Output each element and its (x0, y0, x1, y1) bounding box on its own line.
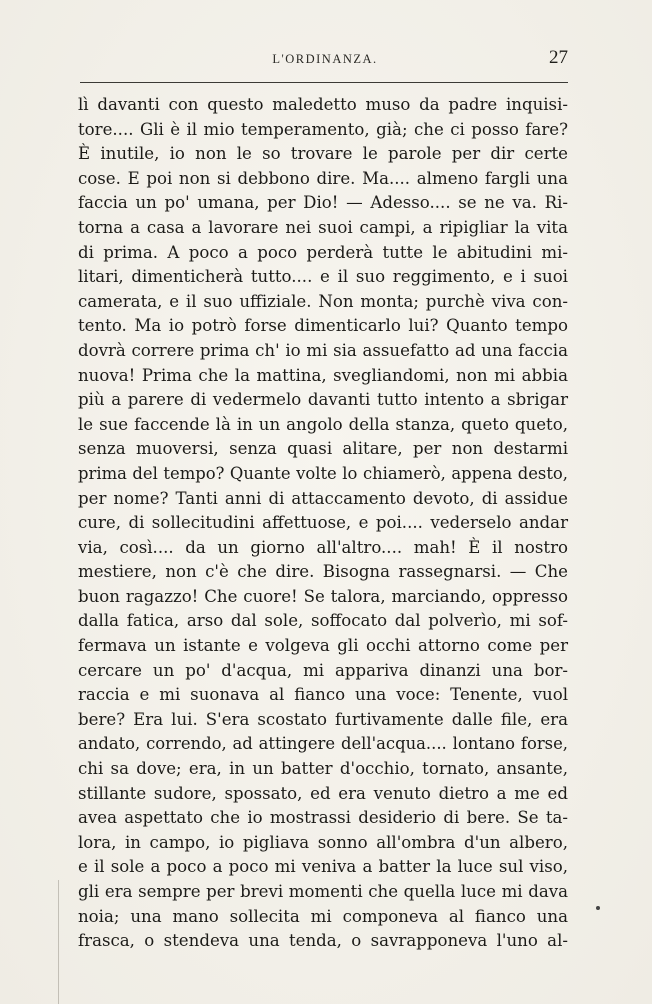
text-line: litari, dimenticherà tutto.... e il suo reggimento, e i suoi (78, 267, 568, 287)
text-line: cercare un po' d'acqua, mi appariva dinanzi una bor- (78, 660, 568, 680)
text-line: avea aspettato che io mostrassi desiderio di bere. Se ta- (78, 808, 568, 828)
page-number: 27 (549, 47, 568, 68)
text-line: prima del tempo? Quante volte lo chiamerò, appena desto, (78, 463, 568, 483)
text-line: È inutile, io non le so trovare le parole per dir certe (78, 144, 568, 164)
text-line: nuova! Prima che la mattina, svegliandomi, non mi abbia (78, 365, 568, 385)
text-line: andato, correndo, ad attingere dell'acqua.... lontano forse, (78, 734, 568, 754)
text-line: torna a casa a lavorare nei suoi campi, a ripigliar la vita (78, 217, 568, 237)
body-text (78, 93, 568, 954)
text-line: raccia e mi suonava al fianco una voce: Tenente, vuol (78, 685, 568, 705)
text-line: tore.... Gli è il mio temperamento, già; che ci posso fare? (78, 119, 568, 139)
text-line: dovrà correre prima ch' io mi sia assuefatto ad una faccia (78, 340, 568, 360)
header-rule (80, 82, 568, 83)
text-line: via, così.... da un giorno all'altro.... mah! È il nostro (78, 537, 568, 557)
text-line: faccia un po' umana, per Dio! — Adesso.... se ne va. Ri- (78, 193, 568, 213)
page-header (78, 44, 572, 78)
text-line: tento. Ma io potrò forse dimenticarlo lui? Quanto tempo (78, 316, 568, 336)
text-line: cose. E poi non si debbono dire. Ma.... almeno fargli una (78, 168, 568, 188)
text-line: chi sa dove; era, in un batter d'occhio, tornato, ansante, (78, 759, 568, 779)
text-line: mestiere, non c'è che dire. Bisogna rassegnarsi. — Che (78, 562, 568, 582)
text-line: e il sole a poco a poco mi veniva a batter la luce sul viso, (78, 857, 568, 877)
text-line: di prima. A poco a poco perderà tutte le abitudini mi- (78, 242, 568, 262)
text-line: dalla fatica, arso dal sole, soffocato dal polverìo, mi sof- (78, 611, 568, 631)
margin-mark (596, 906, 600, 910)
text-line: bere? Era lui. S'era scostato furtivamente dalle file, era (78, 709, 568, 729)
text-line: frasca, o stendeva una tenda, o savrapponeva l'uno al- (78, 931, 568, 951)
binding-gutter (58, 880, 69, 1004)
text-line: stillante sudore, spossato, ed era venuto dietro a me ed (78, 783, 568, 803)
text-line: lì davanti con questo maledetto muso da padre inquisi- (78, 95, 568, 114)
text-line: più a parere di vedermelo davanti tutto intento a sbrigar (78, 390, 568, 410)
text-line: gli era sempre per brevi momenti che quella luce mi dava (78, 882, 568, 901)
text-line: lora, in campo, io pigliava sonno all'ombra d'un albero, (78, 832, 568, 852)
text-line: fermava un istante e volgeva gli occhi attorno come per (78, 636, 568, 656)
text-line: cure, di sollecitudini affettuose, e poi.... vederselo andar (78, 513, 568, 533)
text-line: per nome? Tanti anni di attaccamento devoto, di assidue (78, 488, 568, 508)
text-line: camerata, e il suo uffiziale. Non monta; purchè viva con- (78, 291, 568, 311)
text-line: buon ragazzo! Che cuore! Se talora, marciando, oppresso (78, 586, 568, 606)
text-line: le sue faccende là in un angolo della stanza, queto queto, (78, 414, 568, 434)
text-line: senza muoversi, senza quasi alitare, per non destarmi (78, 439, 568, 459)
running-title: L'ORDINANZA. (272, 52, 378, 66)
text-line: noia; una mano sollecita mi componeva al fianco una (78, 906, 568, 926)
